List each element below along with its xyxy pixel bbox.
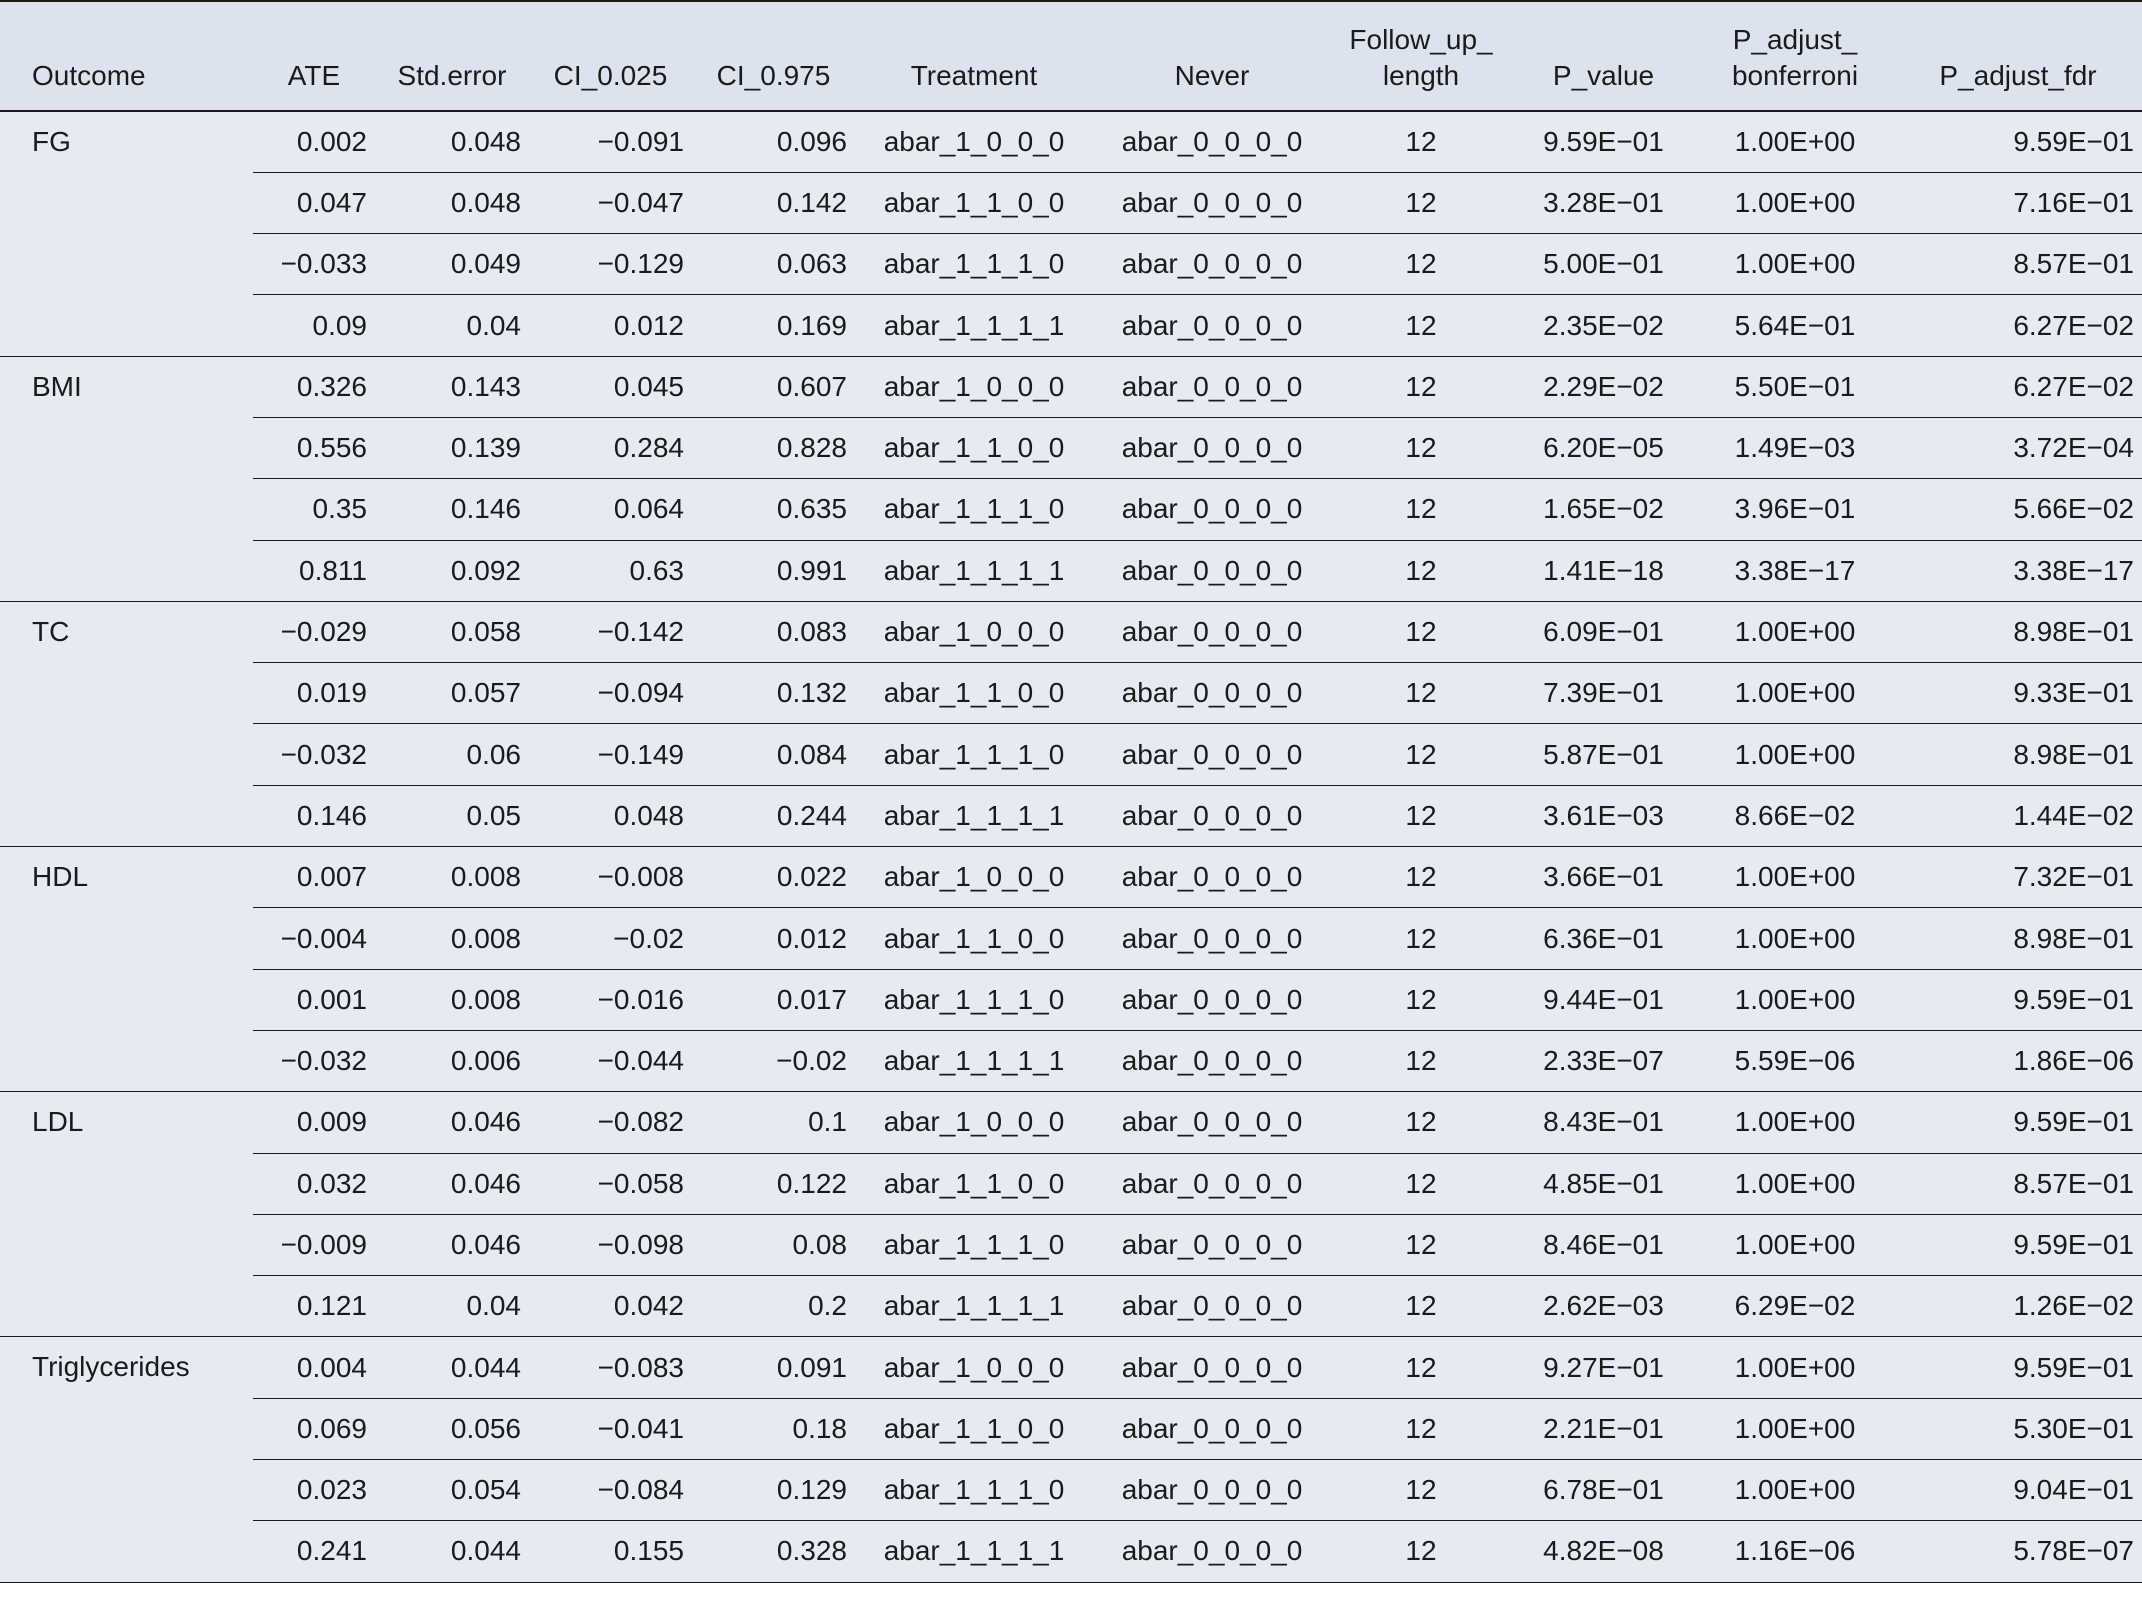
- p-fdr-cell: 7.32E−01: [1894, 847, 2142, 908]
- table-row: [0, 724, 2142, 785]
- table-row: [0, 295, 2142, 356]
- p-bonferroni-cell: 6.29E−02: [1696, 1276, 1894, 1337]
- table-body: [0, 111, 2142, 1582]
- table-row: [0, 785, 2142, 846]
- treatment-cell: abar_1_0_0_0: [855, 847, 1093, 908]
- ci-upper-cell: 0.132: [692, 663, 855, 724]
- follow-up-cell: 12: [1331, 172, 1511, 233]
- ate-cell: 0.069: [253, 1398, 375, 1459]
- std-error-cell: 0.046: [375, 1153, 529, 1214]
- table-row: [0, 1276, 2142, 1337]
- p-bonferroni-cell: 1.00E+00: [1696, 172, 1894, 233]
- table-row: [0, 1521, 2142, 1582]
- ate-cell: −0.032: [253, 724, 375, 785]
- table-row: [0, 601, 2142, 662]
- follow-up-cell: 12: [1331, 1030, 1511, 1091]
- ate-cell: 0.023: [253, 1460, 375, 1521]
- ci-upper-cell: 0.129: [692, 1460, 855, 1521]
- table-row: [0, 479, 2142, 540]
- std-error-cell: 0.048: [375, 172, 529, 233]
- ate-cell: −0.004: [253, 908, 375, 969]
- p-fdr-cell: 9.04E−01: [1894, 1460, 2142, 1521]
- treatment-cell: abar_1_1_0_0: [855, 908, 1093, 969]
- p-value-cell: 8.46E−01: [1511, 1214, 1696, 1275]
- p-value-cell: 6.20E−05: [1511, 417, 1696, 478]
- ci-upper-cell: 0.607: [692, 356, 855, 417]
- p-value-cell: 2.62E−03: [1511, 1276, 1696, 1337]
- treatment-cell: abar_1_1_0_0: [855, 663, 1093, 724]
- never-cell: abar_0_0_0_0: [1093, 1521, 1331, 1582]
- header-p-bonf-line1: P_adjust_: [1732, 24, 1858, 55]
- never-cell: abar_0_0_0_0: [1093, 417, 1331, 478]
- ate-cell: 0.007: [253, 847, 375, 908]
- follow-up-cell: 12: [1331, 417, 1511, 478]
- std-error-cell: 0.008: [375, 969, 529, 1030]
- p-value-cell: 9.27E−01: [1511, 1337, 1696, 1398]
- never-cell: abar_0_0_0_0: [1093, 295, 1331, 356]
- p-bonferroni-cell: 1.16E−06: [1696, 1521, 1894, 1582]
- never-cell: abar_0_0_0_0: [1093, 356, 1331, 417]
- p-bonferroni-cell: 3.38E−17: [1696, 540, 1894, 601]
- never-cell: abar_0_0_0_0: [1093, 1460, 1331, 1521]
- ci-lower-cell: −0.129: [529, 234, 692, 295]
- p-fdr-cell: 9.59E−01: [1894, 1337, 2142, 1398]
- ci-upper-cell: 0.18: [692, 1398, 855, 1459]
- header-ci-upper: CI_0.975: [692, 1, 855, 111]
- treatment-cell: abar_1_1_0_0: [855, 417, 1093, 478]
- table-row: [0, 111, 2142, 172]
- never-cell: abar_0_0_0_0: [1093, 1030, 1331, 1091]
- p-fdr-cell: 9.59E−01: [1894, 1092, 2142, 1153]
- header-p-value: P_value: [1511, 1, 1696, 111]
- p-bonferroni-cell: 1.00E+00: [1696, 111, 1894, 172]
- p-fdr-cell: 8.57E−01: [1894, 234, 2142, 295]
- ci-lower-cell: −0.098: [529, 1214, 692, 1275]
- ci-upper-cell: 0.017: [692, 969, 855, 1030]
- never-cell: abar_0_0_0_0: [1093, 724, 1331, 785]
- treatment-cell: abar_1_1_1_0: [855, 479, 1093, 540]
- ci-lower-cell: −0.142: [529, 601, 692, 662]
- treatment-cell: abar_1_1_0_0: [855, 1398, 1093, 1459]
- treatment-cell: abar_1_0_0_0: [855, 111, 1093, 172]
- ci-upper-cell: 0.012: [692, 908, 855, 969]
- ci-upper-cell: 0.328: [692, 1521, 855, 1582]
- p-bonferroni-cell: 1.49E−03: [1696, 417, 1894, 478]
- p-value-cell: 6.36E−01: [1511, 908, 1696, 969]
- header-treatment: Treatment: [855, 1, 1093, 111]
- p-bonferroni-cell: 1.00E+00: [1696, 1214, 1894, 1275]
- std-error-cell: 0.046: [375, 1214, 529, 1275]
- table-row: [0, 540, 2142, 601]
- treatment-cell: abar_1_1_1_1: [855, 1521, 1093, 1582]
- header-follow-up-line1: Follow_up_: [1349, 24, 1493, 55]
- p-value-cell: 1.41E−18: [1511, 540, 1696, 601]
- p-bonferroni-cell: 3.96E−01: [1696, 479, 1894, 540]
- treatment-cell: abar_1_1_1_1: [855, 1276, 1093, 1337]
- ci-upper-cell: 0.169: [692, 295, 855, 356]
- std-error-cell: 0.058: [375, 601, 529, 662]
- follow-up-cell: 12: [1331, 111, 1511, 172]
- header-ate: ATE: [253, 1, 375, 111]
- header-follow-up-length: [1331, 1, 1511, 111]
- ci-upper-cell: 0.1: [692, 1092, 855, 1153]
- outcome-cell: HDL: [0, 847, 253, 1092]
- ci-lower-cell: 0.064: [529, 479, 692, 540]
- ci-lower-cell: 0.048: [529, 785, 692, 846]
- p-value-cell: 5.87E−01: [1511, 724, 1696, 785]
- header-p-adjust-bonferroni: [1696, 1, 1894, 111]
- table-row: [0, 969, 2142, 1030]
- treatment-cell: abar_1_1_1_0: [855, 1460, 1093, 1521]
- header-follow-up-line2: length: [1382, 60, 1460, 91]
- p-value-cell: 1.65E−02: [1511, 479, 1696, 540]
- treatment-cell: abar_1_0_0_0: [855, 601, 1093, 662]
- never-cell: abar_0_0_0_0: [1093, 1153, 1331, 1214]
- ate-cell: 0.032: [253, 1153, 375, 1214]
- ci-upper-cell: 0.08: [692, 1214, 855, 1275]
- follow-up-cell: 12: [1331, 1398, 1511, 1459]
- ci-lower-cell: 0.155: [529, 1521, 692, 1582]
- p-bonferroni-cell: 1.00E+00: [1696, 908, 1894, 969]
- treatment-cell: abar_1_1_1_1: [855, 295, 1093, 356]
- table-row: [0, 1030, 2142, 1091]
- p-value-cell: 4.85E−01: [1511, 1153, 1696, 1214]
- ci-lower-cell: −0.094: [529, 663, 692, 724]
- ci-lower-cell: −0.047: [529, 172, 692, 233]
- std-error-cell: 0.06: [375, 724, 529, 785]
- follow-up-cell: 12: [1331, 724, 1511, 785]
- ci-upper-cell: −0.02: [692, 1030, 855, 1091]
- p-bonferroni-cell: 1.00E+00: [1696, 969, 1894, 1030]
- std-error-cell: 0.04: [375, 295, 529, 356]
- never-cell: abar_0_0_0_0: [1093, 785, 1331, 846]
- follow-up-cell: 12: [1331, 908, 1511, 969]
- p-fdr-cell: 8.98E−01: [1894, 724, 2142, 785]
- p-fdr-cell: 8.98E−01: [1894, 601, 2142, 662]
- std-error-cell: 0.008: [375, 847, 529, 908]
- ci-upper-cell: 0.828: [692, 417, 855, 478]
- p-value-cell: 4.82E−08: [1511, 1521, 1696, 1582]
- never-cell: abar_0_0_0_0: [1093, 540, 1331, 601]
- p-bonferroni-cell: 5.50E−01: [1696, 356, 1894, 417]
- std-error-cell: 0.146: [375, 479, 529, 540]
- table-row: [0, 234, 2142, 295]
- never-cell: abar_0_0_0_0: [1093, 1214, 1331, 1275]
- p-bonferroni-cell: 5.59E−06: [1696, 1030, 1894, 1091]
- p-value-cell: 3.61E−03: [1511, 785, 1696, 846]
- outcome-cell: BMI: [0, 356, 253, 601]
- ci-lower-cell: −0.091: [529, 111, 692, 172]
- follow-up-cell: 12: [1331, 663, 1511, 724]
- never-cell: abar_0_0_0_0: [1093, 1337, 1331, 1398]
- p-bonferroni-cell: 1.00E+00: [1696, 1398, 1894, 1459]
- header-never: Never: [1093, 1, 1331, 111]
- table-row: [0, 1460, 2142, 1521]
- header-ci-lower: CI_0.025: [529, 1, 692, 111]
- p-fdr-cell: 6.27E−02: [1894, 356, 2142, 417]
- p-value-cell: 5.00E−01: [1511, 234, 1696, 295]
- header-row: [0, 1, 2142, 111]
- follow-up-cell: 12: [1331, 847, 1511, 908]
- never-cell: abar_0_0_0_0: [1093, 111, 1331, 172]
- p-fdr-cell: 3.72E−04: [1894, 417, 2142, 478]
- ci-upper-cell: 0.091: [692, 1337, 855, 1398]
- p-value-cell: 3.66E−01: [1511, 847, 1696, 908]
- ate-cell: 0.811: [253, 540, 375, 601]
- table-row: [0, 1398, 2142, 1459]
- p-fdr-cell: 9.33E−01: [1894, 663, 2142, 724]
- treatment-cell: abar_1_0_0_0: [855, 356, 1093, 417]
- never-cell: abar_0_0_0_0: [1093, 908, 1331, 969]
- outcome-cell: Triglycerides: [0, 1337, 253, 1582]
- ci-lower-cell: −0.083: [529, 1337, 692, 1398]
- ate-cell: −0.032: [253, 1030, 375, 1091]
- ci-lower-cell: −0.058: [529, 1153, 692, 1214]
- ci-lower-cell: −0.044: [529, 1030, 692, 1091]
- ci-lower-cell: 0.63: [529, 540, 692, 601]
- never-cell: abar_0_0_0_0: [1093, 234, 1331, 295]
- ci-lower-cell: −0.016: [529, 969, 692, 1030]
- std-error-cell: 0.143: [375, 356, 529, 417]
- table-row: [0, 172, 2142, 233]
- table-row: [0, 1153, 2142, 1214]
- never-cell: abar_0_0_0_0: [1093, 601, 1331, 662]
- std-error-cell: 0.139: [375, 417, 529, 478]
- table-row: [0, 908, 2142, 969]
- follow-up-cell: 12: [1331, 1214, 1511, 1275]
- std-error-cell: 0.046: [375, 1092, 529, 1153]
- table-row: [0, 663, 2142, 724]
- table-header: [0, 1, 2142, 111]
- follow-up-cell: 12: [1331, 785, 1511, 846]
- p-fdr-cell: 5.30E−01: [1894, 1398, 2142, 1459]
- p-bonferroni-cell: 1.00E+00: [1696, 724, 1894, 785]
- p-fdr-cell: 9.59E−01: [1894, 111, 2142, 172]
- ci-upper-cell: 0.084: [692, 724, 855, 785]
- ci-upper-cell: 0.063: [692, 234, 855, 295]
- ate-cell: 0.556: [253, 417, 375, 478]
- treatment-cell: abar_1_1_1_0: [855, 724, 1093, 785]
- p-fdr-cell: 9.59E−01: [1894, 1214, 2142, 1275]
- p-fdr-cell: 8.57E−01: [1894, 1153, 2142, 1214]
- ci-lower-cell: 0.284: [529, 417, 692, 478]
- never-cell: abar_0_0_0_0: [1093, 663, 1331, 724]
- table-row: [0, 1337, 2142, 1398]
- p-fdr-cell: 7.16E−01: [1894, 172, 2142, 233]
- ci-lower-cell: −0.084: [529, 1460, 692, 1521]
- ci-lower-cell: −0.041: [529, 1398, 692, 1459]
- p-fdr-cell: 9.59E−01: [1894, 969, 2142, 1030]
- p-bonferroni-cell: 5.64E−01: [1696, 295, 1894, 356]
- follow-up-cell: 12: [1331, 234, 1511, 295]
- ci-lower-cell: −0.082: [529, 1092, 692, 1153]
- treatment-cell: abar_1_0_0_0: [855, 1092, 1093, 1153]
- outcome-cell: FG: [0, 111, 253, 356]
- outcome-cell: LDL: [0, 1092, 253, 1337]
- ci-upper-cell: 0.991: [692, 540, 855, 601]
- ci-upper-cell: 0.244: [692, 785, 855, 846]
- p-bonferroni-cell: 1.00E+00: [1696, 847, 1894, 908]
- header-p-adjust-fdr: P_adjust_fdr: [1894, 1, 2142, 111]
- ci-lower-cell: 0.042: [529, 1276, 692, 1337]
- ate-cell: 0.009: [253, 1092, 375, 1153]
- p-value-cell: 2.35E−02: [1511, 295, 1696, 356]
- treatment-cell: abar_1_1_0_0: [855, 1153, 1093, 1214]
- never-cell: abar_0_0_0_0: [1093, 1398, 1331, 1459]
- treatment-cell: abar_1_1_1_0: [855, 234, 1093, 295]
- table-row: [0, 356, 2142, 417]
- ci-upper-cell: 0.122: [692, 1153, 855, 1214]
- p-value-cell: 2.29E−02: [1511, 356, 1696, 417]
- std-error-cell: 0.048: [375, 111, 529, 172]
- p-value-cell: 6.78E−01: [1511, 1460, 1696, 1521]
- follow-up-cell: 12: [1331, 295, 1511, 356]
- p-fdr-cell: 8.98E−01: [1894, 908, 2142, 969]
- std-error-cell: 0.05: [375, 785, 529, 846]
- never-cell: abar_0_0_0_0: [1093, 1092, 1331, 1153]
- std-error-cell: 0.008: [375, 908, 529, 969]
- ci-lower-cell: 0.012: [529, 295, 692, 356]
- ate-cell: −0.029: [253, 601, 375, 662]
- treatment-cell: abar_1_1_1_1: [855, 540, 1093, 601]
- treatment-cell: abar_1_1_1_1: [855, 785, 1093, 846]
- std-error-cell: 0.04: [375, 1276, 529, 1337]
- p-bonferroni-cell: 1.00E+00: [1696, 1092, 1894, 1153]
- ci-upper-cell: 0.083: [692, 601, 855, 662]
- treatment-cell: abar_1_1_1_0: [855, 969, 1093, 1030]
- std-error-cell: 0.006: [375, 1030, 529, 1091]
- p-bonferroni-cell: 8.66E−02: [1696, 785, 1894, 846]
- never-cell: abar_0_0_0_0: [1093, 969, 1331, 1030]
- table-row: [0, 1214, 2142, 1275]
- std-error-cell: 0.092: [375, 540, 529, 601]
- ate-cell: 0.004: [253, 1337, 375, 1398]
- p-value-cell: 6.09E−01: [1511, 601, 1696, 662]
- ci-lower-cell: 0.045: [529, 356, 692, 417]
- never-cell: abar_0_0_0_0: [1093, 479, 1331, 540]
- p-value-cell: 7.39E−01: [1511, 663, 1696, 724]
- treatment-cell: abar_1_1_0_0: [855, 172, 1093, 233]
- ate-cell: −0.009: [253, 1214, 375, 1275]
- follow-up-cell: 12: [1331, 1276, 1511, 1337]
- never-cell: abar_0_0_0_0: [1093, 172, 1331, 233]
- p-fdr-cell: 3.38E−17: [1894, 540, 2142, 601]
- ate-cell: 0.019: [253, 663, 375, 724]
- follow-up-cell: 12: [1331, 1153, 1511, 1214]
- std-error-cell: 0.044: [375, 1337, 529, 1398]
- treatment-cell: abar_1_0_0_0: [855, 1337, 1093, 1398]
- p-fdr-cell: 1.26E−02: [1894, 1276, 2142, 1337]
- p-fdr-cell: 1.44E−02: [1894, 785, 2142, 846]
- ci-upper-cell: 0.142: [692, 172, 855, 233]
- outcome-cell: TC: [0, 601, 253, 846]
- p-bonferroni-cell: 1.00E+00: [1696, 234, 1894, 295]
- std-error-cell: 0.044: [375, 1521, 529, 1582]
- p-bonferroni-cell: 1.00E+00: [1696, 1460, 1894, 1521]
- ate-cell: 0.326: [253, 356, 375, 417]
- follow-up-cell: 12: [1331, 1521, 1511, 1582]
- ate-cell: 0.09: [253, 295, 375, 356]
- p-bonferroni-cell: 1.00E+00: [1696, 1337, 1894, 1398]
- treatment-cell: abar_1_1_1_1: [855, 1030, 1093, 1091]
- never-cell: abar_0_0_0_0: [1093, 847, 1331, 908]
- p-fdr-cell: 5.66E−02: [1894, 479, 2142, 540]
- ate-cell: 0.121: [253, 1276, 375, 1337]
- ci-lower-cell: −0.02: [529, 908, 692, 969]
- follow-up-cell: 12: [1331, 1092, 1511, 1153]
- ci-lower-cell: −0.149: [529, 724, 692, 785]
- ci-upper-cell: 0.635: [692, 479, 855, 540]
- header-std-error: Std.error: [375, 1, 529, 111]
- p-value-cell: 9.44E−01: [1511, 969, 1696, 1030]
- p-bonferroni-cell: 1.00E+00: [1696, 1153, 1894, 1214]
- std-error-cell: 0.057: [375, 663, 529, 724]
- p-fdr-cell: 1.86E−06: [1894, 1030, 2142, 1091]
- p-value-cell: 3.28E−01: [1511, 172, 1696, 233]
- follow-up-cell: 12: [1331, 540, 1511, 601]
- header-p-bonf-line2: bonferroni: [1731, 60, 1859, 91]
- table-row: [0, 1092, 2142, 1153]
- ate-cell: 0.146: [253, 785, 375, 846]
- treatment-cell: abar_1_1_1_0: [855, 1214, 1093, 1275]
- p-bonferroni-cell: 1.00E+00: [1696, 663, 1894, 724]
- table-row: [0, 417, 2142, 478]
- follow-up-cell: 12: [1331, 601, 1511, 662]
- follow-up-cell: 12: [1331, 356, 1511, 417]
- follow-up-cell: 12: [1331, 1337, 1511, 1398]
- ate-cell: 0.35: [253, 479, 375, 540]
- follow-up-cell: 12: [1331, 479, 1511, 540]
- p-fdr-cell: 5.78E−07: [1894, 1521, 2142, 1582]
- ci-upper-cell: 0.022: [692, 847, 855, 908]
- std-error-cell: 0.049: [375, 234, 529, 295]
- ate-cell: −0.033: [253, 234, 375, 295]
- ci-lower-cell: −0.008: [529, 847, 692, 908]
- p-fdr-cell: 6.27E−02: [1894, 295, 2142, 356]
- header-outcome: Outcome: [0, 1, 253, 111]
- p-value-cell: 9.59E−01: [1511, 111, 1696, 172]
- ate-cell: 0.047: [253, 172, 375, 233]
- ate-cell: 0.001: [253, 969, 375, 1030]
- never-cell: abar_0_0_0_0: [1093, 1276, 1331, 1337]
- p-value-cell: 8.43E−01: [1511, 1092, 1696, 1153]
- p-value-cell: 2.21E−01: [1511, 1398, 1696, 1459]
- p-bonferroni-cell: 1.00E+00: [1696, 601, 1894, 662]
- p-value-cell: 2.33E−07: [1511, 1030, 1696, 1091]
- ci-upper-cell: 0.096: [692, 111, 855, 172]
- table-row: [0, 847, 2142, 908]
- ci-upper-cell: 0.2: [692, 1276, 855, 1337]
- std-error-cell: 0.054: [375, 1460, 529, 1521]
- ate-cell: 0.241: [253, 1521, 375, 1582]
- follow-up-cell: 12: [1331, 1460, 1511, 1521]
- follow-up-cell: 12: [1331, 969, 1511, 1030]
- std-error-cell: 0.056: [375, 1398, 529, 1459]
- ate-cell: 0.002: [253, 111, 375, 172]
